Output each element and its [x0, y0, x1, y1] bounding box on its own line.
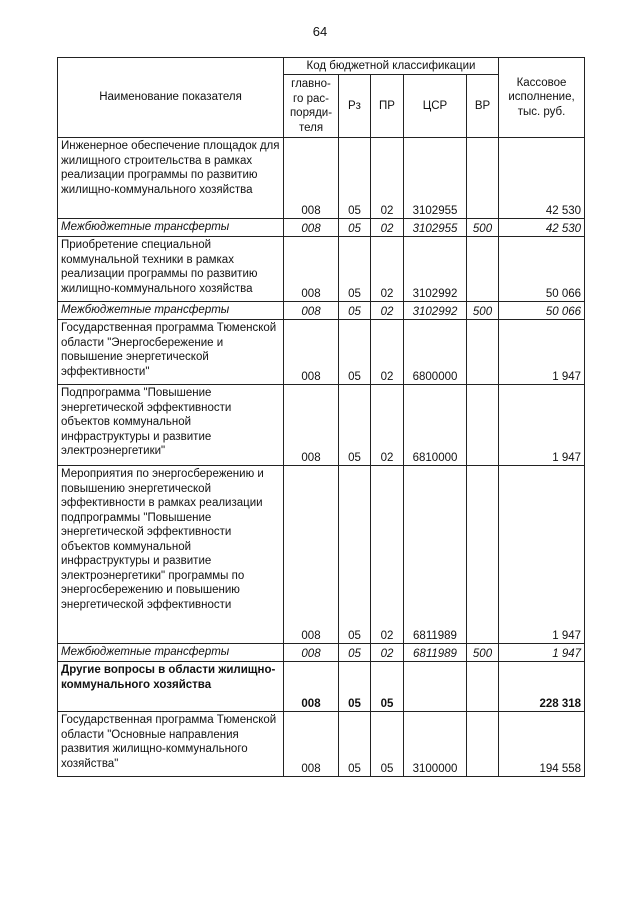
row-pr: 02 — [371, 237, 404, 302]
row-csr: 3102955 — [404, 138, 467, 219]
row-csr: 6811989 — [404, 644, 467, 662]
row-csr: 6811989 — [404, 466, 467, 644]
table-row — [58, 237, 585, 302]
row-pr: 05 — [371, 662, 404, 712]
row-pr: 02 — [371, 302, 404, 320]
row-rz: 05 — [339, 644, 371, 662]
row-csr: 3102955 — [404, 219, 467, 237]
header-rz: Рз — [339, 75, 371, 138]
row-name: Межбюджетные трансферты — [58, 219, 284, 237]
table-row — [58, 712, 585, 777]
header-pr: ПР — [371, 75, 404, 138]
row-vr — [467, 662, 499, 712]
row-gr: 008 — [284, 138, 339, 219]
header-main-manager: главно-го рас-поряди-теля — [284, 75, 339, 138]
row-rz: 05 — [339, 466, 371, 644]
row-csr: 3102992 — [404, 237, 467, 302]
page-number: 64 — [312, 24, 328, 39]
row-pr: 05 — [371, 712, 404, 777]
row-csr: 6800000 — [404, 320, 467, 385]
row-amount: 1 947 — [499, 644, 585, 662]
header-code-group: Код бюджетной классификации — [284, 58, 499, 75]
row-rz: 05 — [339, 237, 371, 302]
table-row — [58, 385, 585, 466]
table-row — [58, 219, 585, 237]
row-csr: 3102992 — [404, 302, 467, 320]
row-gr: 008 — [284, 466, 339, 644]
row-name: Межбюджетные трансферты — [58, 302, 284, 320]
row-rz: 05 — [339, 662, 371, 712]
row-rz: 05 — [339, 302, 371, 320]
row-pr: 02 — [371, 219, 404, 237]
row-pr: 02 — [371, 644, 404, 662]
row-name: Межбюджетные трансферты — [58, 644, 284, 662]
row-vr — [467, 385, 499, 466]
row-vr: 500 — [467, 644, 499, 662]
table-row — [58, 320, 585, 385]
row-gr: 008 — [284, 320, 339, 385]
row-name: Инженерное обеспечение площадок для жилищного строительства в рамках реализации программы по развитию жилищно-коммунального хозяйства — [58, 138, 284, 219]
row-gr: 008 — [284, 712, 339, 777]
table-row — [58, 466, 585, 644]
table-row — [58, 662, 585, 712]
row-pr: 02 — [371, 138, 404, 219]
row-gr: 008 — [284, 662, 339, 712]
budget-execution-table — [57, 57, 585, 777]
row-csr — [404, 662, 467, 712]
row-gr: 008 — [284, 385, 339, 466]
row-vr — [467, 138, 499, 219]
table-row — [58, 644, 585, 662]
row-vr: 500 — [467, 302, 499, 320]
row-amount: 1 947 — [499, 385, 585, 466]
row-vr — [467, 712, 499, 777]
row-rz: 05 — [339, 385, 371, 466]
table-row — [58, 302, 585, 320]
row-csr: 6810000 — [404, 385, 467, 466]
row-amount: 42 530 — [499, 219, 585, 237]
header-execution: Кассовое исполнение, тыс. руб. — [499, 58, 585, 138]
row-rz: 05 — [339, 712, 371, 777]
row-csr: 3100000 — [404, 712, 467, 777]
row-name: Государственная программа Тюменской области "Энергосбережение и повышение энергетической эффективности" — [58, 320, 284, 385]
row-pr: 02 — [371, 466, 404, 644]
row-rz: 05 — [339, 219, 371, 237]
header-vr: ВР — [467, 75, 499, 138]
row-vr — [467, 320, 499, 385]
row-pr: 02 — [371, 385, 404, 466]
row-amount: 50 066 — [499, 237, 585, 302]
row-name: Мероприятия по энергосбережению и повышению энергетической эффективности в рамках реализации подпрограммы "Повышение энергетической эффективности объектов коммунальной инфраструктуры и развитие электроэнергетики" программы по энергосбережению и повышению энергетической эффективности — [58, 466, 284, 644]
row-gr: 008 — [284, 644, 339, 662]
row-amount: 1 947 — [499, 466, 585, 644]
row-gr: 008 — [284, 237, 339, 302]
row-rz: 05 — [339, 138, 371, 219]
row-amount: 50 066 — [499, 302, 585, 320]
row-gr: 008 — [284, 219, 339, 237]
row-vr — [467, 466, 499, 644]
row-name: Подпрограмма "Повышение энергетической эффективности объектов коммунальной инфраструктуры и развитие электроэнергетики" — [58, 385, 284, 466]
row-amount: 42 530 — [499, 138, 585, 219]
row-amount: 228 318 — [499, 662, 585, 712]
table-row — [58, 138, 585, 219]
row-rz: 05 — [339, 320, 371, 385]
row-name: Другие вопросы в области жилищно-коммунального хозяйства — [58, 662, 284, 712]
row-name: Приобретение специальной коммунальной техники в рамках реализации программы по развитию жилищно-коммунального хозяйства — [58, 237, 284, 302]
row-vr — [467, 237, 499, 302]
row-gr: 008 — [284, 302, 339, 320]
header-csr: ЦСР — [404, 75, 467, 138]
row-amount: 194 558 — [499, 712, 585, 777]
header-name: Наименование показателя — [58, 58, 284, 138]
row-vr: 500 — [467, 219, 499, 237]
row-name: Государственная программа Тюменской области "Основные направления развития жилищно-коммунального хозяйства" — [58, 712, 284, 777]
row-pr: 02 — [371, 320, 404, 385]
row-amount: 1 947 — [499, 320, 585, 385]
